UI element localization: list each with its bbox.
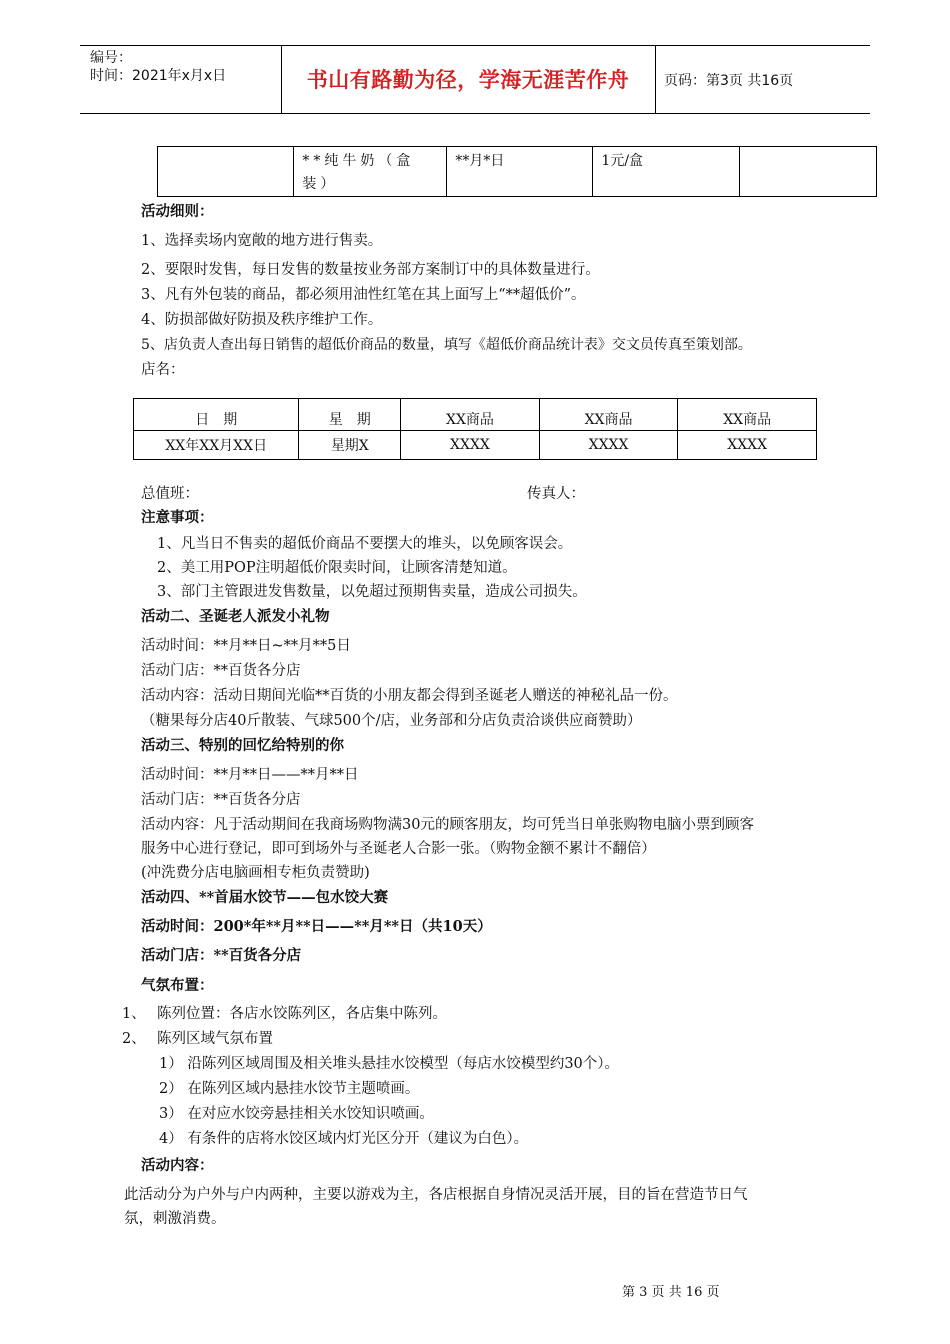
- header-bottom-rule: [80, 113, 870, 114]
- activity2-time: 活动时间：**月**日~**月**5日: [141, 638, 351, 654]
- rules-item-5: 5、店负责人查出每日销售的超低价商品的数量，填写《超低价商品统计表》交文员传真至策划部。: [141, 337, 752, 353]
- activity4-store: 活动门店：**百货各分店: [141, 947, 302, 964]
- product-cell-blank: [739, 147, 876, 197]
- atmosphere-sub-item-2: 2） 在陈列区域内悬挂水饺节主题喷画。: [159, 1081, 420, 1097]
- activity4-time: 活动时间：200*年**月**日——**月**日（共10天）: [141, 918, 492, 935]
- rules-item-2: 2、要限时发售，每日发售的数量按业务部方案制订中的具体数量进行。: [141, 262, 600, 278]
- stats-header-row: [134, 399, 817, 431]
- atmosphere-list-num-1: 1、: [122, 1006, 146, 1022]
- activity3-content-line1: 活动内容：凡于活动期间在我商场购物满30元的顾客朋友，均可凭当日单张购物电脑小票到顾客: [141, 817, 754, 833]
- header-motto: 书山有路勤为径，学海无涯苦作舟: [306, 68, 630, 92]
- stats-cell-product-1: XXXX: [401, 431, 540, 460]
- footer-page-number: 第 3 页 共 16 页: [622, 1285, 720, 1300]
- stats-table: [133, 398, 817, 460]
- header-time-label: 时间：2021年x月x日: [90, 68, 227, 84]
- header-number-label: 编号：: [90, 50, 132, 66]
- atmosphere-list-num-2: 2、: [122, 1031, 146, 1047]
- activity2-title: 活动二、圣诞老人派发小礼物: [141, 608, 330, 625]
- rules-item-3: 3、凡有外包装的商品，都必须用油性红笔在其上面写上“**超低价”。: [141, 287, 586, 303]
- product-cell-price: 1元/盒: [593, 147, 739, 197]
- rules-item-1: 1、选择卖场内宽敞的地方进行售卖。: [141, 233, 383, 249]
- fax-label: 传真人：: [527, 486, 585, 502]
- header-page-info: 页码：第3页 共16页: [664, 73, 794, 89]
- activity3-content-line2: 服务中心进行登记，即可到场外与圣诞老人合影一张。（购物金额不累计不翻倍）: [141, 841, 656, 857]
- notes-item-1: 1、凡当日不售卖的超低价商品不要摆大的堆头，以免顾客误会。: [157, 536, 573, 552]
- atmosphere-sub-item-3: 3） 在对应水饺旁悬挂相关水饺知识喷画。: [159, 1106, 434, 1122]
- stats-cell-product-2: XXXX: [539, 431, 678, 460]
- activity3-store: 活动门店：**百货各分店: [141, 792, 301, 808]
- activity2-store: 活动门店：**百货各分店: [141, 663, 301, 679]
- product-cell-empty: [158, 147, 294, 197]
- product-cell-date: **月*日: [447, 147, 593, 197]
- product-table-row: [158, 147, 877, 197]
- activity4-content-heading: 活动内容：: [141, 1157, 214, 1174]
- atmosphere-sub-item-1: 1） 沿陈列区域周围及相关堆头悬挂水饺模型（每店水饺模型约30个）。: [159, 1056, 620, 1072]
- stats-header-weekday: 星 期: [299, 399, 401, 431]
- stats-header-product-3: XX商品: [678, 399, 817, 431]
- rules-heading: 活动细则：: [141, 203, 214, 220]
- atmosphere-list-text-1: 陈列位置：各店水饺陈列区，各店集中陈列。: [157, 1006, 447, 1022]
- notes-item-2: 2、美工用POP注明超低价限卖时间，让顾客清楚知道。: [157, 560, 517, 576]
- stats-data-row: [134, 431, 817, 460]
- activity2-content: 活动内容：活动日期间光临**百货的小朋友都会得到圣诞老人赠送的神秘礼品一份。: [141, 688, 678, 704]
- atmosphere-sub-item-4: 4） 有条件的店将水饺区域内灯光区分开（建议为白色）。: [159, 1131, 529, 1147]
- notes-heading: 注意事项：: [141, 509, 214, 526]
- stats-cell-weekday: 星期X: [299, 431, 401, 460]
- stats-header-product-2: XX商品: [539, 399, 678, 431]
- activity3-time: 活动时间：**月**日——**月**日: [141, 767, 359, 783]
- header-divider-right: [655, 45, 656, 113]
- duty-label: 总值班：: [141, 486, 199, 502]
- activity2-note: （糖果每分店40斤散装、气球500个/店，业务部和分店负责洽谈供应商赞助）: [141, 713, 642, 729]
- notes-item-3: 3、部门主管跟进发售数量，以免超过预期售卖量，造成公司损失。: [157, 584, 587, 600]
- activity4-content-line2: 氛，刺激消费。: [124, 1211, 226, 1227]
- stats-cell-date: XX年XX月XX日: [134, 431, 299, 460]
- product-table: [157, 146, 877, 197]
- atmosphere-heading: 气氛布置：: [141, 977, 214, 994]
- activity3-note: (冲洗费分店电脑画相专柜负责赞助): [141, 865, 370, 881]
- store-name-label: 店名：: [141, 362, 185, 378]
- activity3-title: 活动三、特别的回忆给特别的你: [141, 737, 344, 754]
- product-cell-name: **纯牛奶（盒装）: [294, 147, 447, 197]
- stats-header-product-1: XX商品: [401, 399, 540, 431]
- rules-item-4: 4、防损部做好防损及秩序维护工作。: [141, 312, 383, 328]
- stats-header-date: 日 期: [134, 399, 299, 431]
- atmosphere-list-text-2: 陈列区域气氛布置: [157, 1031, 273, 1047]
- activity4-title: 活动四、**首届水饺节——包水饺大赛: [141, 889, 389, 906]
- stats-cell-product-3: XXXX: [678, 431, 817, 460]
- activity4-content-line1: 此活动分为户外与户内两种，主要以游戏为主，各店根据自身情况灵活开展，目的旨在营造节日气: [124, 1187, 748, 1203]
- header-top-rule: [80, 45, 870, 46]
